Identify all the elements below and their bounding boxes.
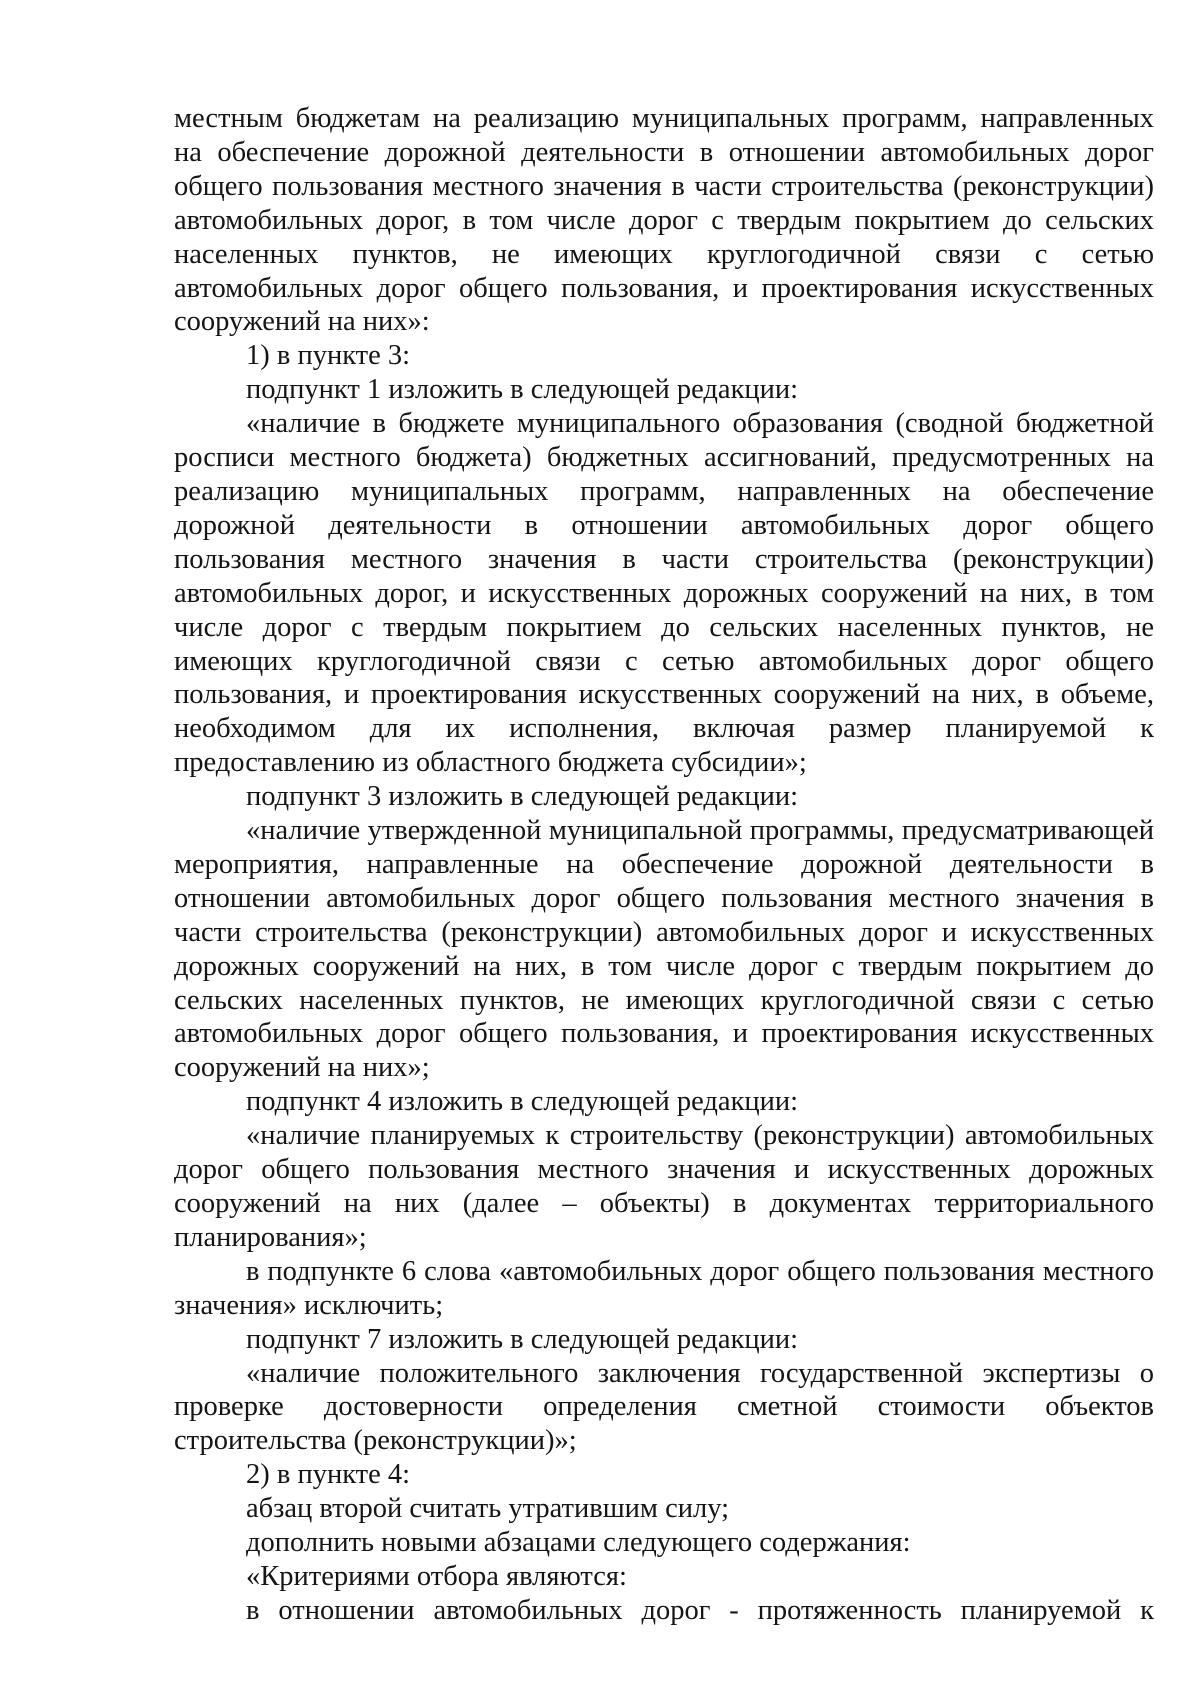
paragraph-item-2: 2) в пункте 4:	[246, 1459, 411, 1491]
paragraph-subitem-1-text: «наличие в бюджете муниципального образования (сводной бюджетной росписи местного бюджета) бюджетных ассигнований, предусмотренных на реализацию муниципальных программ, направленных на обеспечение дорожной деятельности в отношении автомобильных дорог общего пользования местного значения в части строительства (реконструкции) автомобильных дорог, и искусственных дорожных сооружений на них, в том числе дорог с твердым покрытием до сельских населенных пунктов, не имеющих круглогодичной связи с сетью автомобильных дорог общего пользования, и проектирования искусственных сооружений на них, в объеме, необходимом для их исполнения, включая размер планируемой к предоставлению из областного бюджета субсидии»;	[174, 408, 1154, 779]
paragraph-continuation: местным бюджетам на реализацию муниципальных программ, направленных на обеспечение дорожной деятельности в отношении автомобильных дорог общего пользования местного значения в части строительства (реконструкции) автомобильных дорог, в том числе дорог с твердым покрытием до сельских населенных пунктов, не имеющих круглогодичной связи с сетью автомобильных дорог общего пользования, и проектирования искусственных сооружений на них»:	[174, 103, 1154, 338]
paragraph-subitem-3-heading: подпункт 3 изложить в следующей редакции:	[246, 781, 799, 813]
paragraph-criteria-heading: «Критериями отбора являются:	[246, 1560, 627, 1592]
paragraph-item-1: 1) в пункте 3:	[246, 340, 411, 372]
paragraph-criteria-roads: в отношении автомобильных дорог - протяженность планируемой к	[246, 1594, 1154, 1626]
paragraph-subitem-6: в подпункте 6 слова «автомобильных дорог общего пользования местного значения» исключить;	[174, 1255, 1154, 1321]
paragraph-subitem-7-text: «наличие положительного заключения государственной экспертизы о проверке достоверности определения сметной стоимости объектов строительства (реконструкции)»;	[174, 1357, 1154, 1457]
paragraph-subitem-4-heading: подпункт 4 изложить в следующей редакции:	[246, 1086, 799, 1118]
paragraph-supplement: дополнить новыми абзацами следующего содержания:	[246, 1527, 911, 1559]
paragraph-subitem-4-text: «наличие планируемых к строительству (реконструкции) автомобильных дорог общего пользования местного значения и искусственных дорожных сооружений на них (далее – объекты) в документах территориального планирования»;	[174, 1120, 1154, 1253]
document-page	[174, 102, 1154, 1628]
paragraph-subitem-3-text: «наличие утвержденной муниципальной программы, предусматривающей мероприятия, направленные на обеспечение дорожной деятельности в отношении автомобильных дорог общего пользования местного значения в части строительства (реконструкции) автомобильных дорог и искусственных дорожных сооружений на них, в том числе дорог с твердым покрытием до сельских населенных пунктов, не имеющих круглогодичной связи с сетью автомобильных дорог общего пользования, и проектирования искусственных сооружений на них»;	[174, 815, 1154, 1084]
paragraph-abzac-2: абзац второй считать утратившим силу;	[246, 1493, 729, 1525]
paragraph-subitem-7-heading: подпункт 7 изложить в следующей редакции:	[246, 1323, 799, 1355]
paragraph-subitem-1-heading: подпункт 1 изложить в следующей редакции:	[246, 374, 799, 406]
